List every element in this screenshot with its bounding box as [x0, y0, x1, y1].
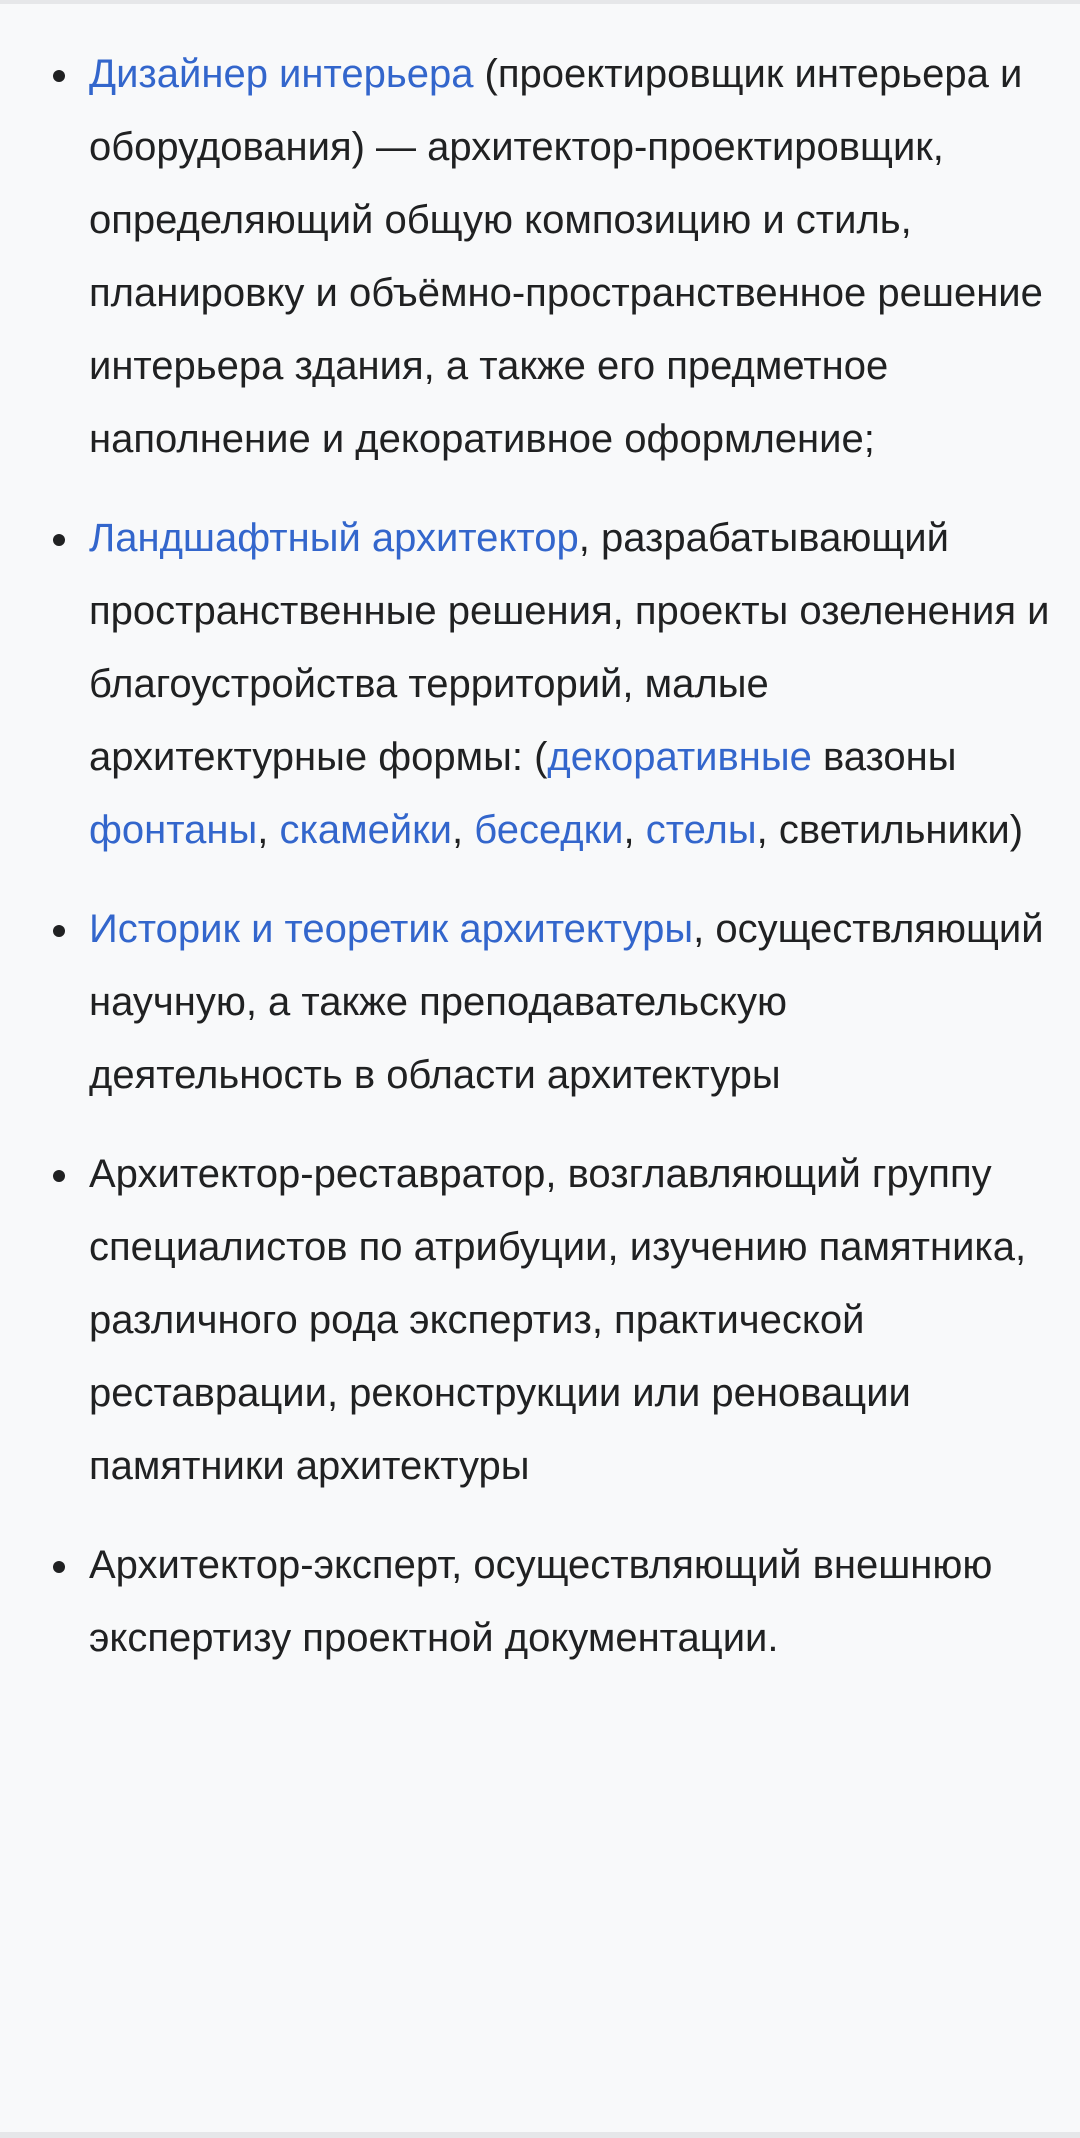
link-decorative[interactable]: декоративные — [547, 735, 812, 779]
item-text: (проектировщик интерьера и оборудования) — архитектор-проектировщик, определяющий общую композицию и стиль, планировку и объёмно-пространственное решение интерьера здания, а также его предметное наполнение и декоративное оформление; — [89, 52, 1043, 461]
list-item-historian-theorist — [0, 893, 1080, 1112]
bullet-icon — [53, 70, 65, 82]
item-text: вазоны — [811, 735, 957, 779]
article-content — [0, 38, 1080, 1701]
separator: , — [623, 808, 646, 852]
architect-types-list — [0, 38, 1080, 1675]
item-text: , разрабатывающий пространственные решения, проекты озеленения и благоустройства территорий, малые архитектурные формы: ( — [89, 516, 1050, 779]
link-interior-designer[interactable]: Дизайнер интерьера — [89, 52, 474, 96]
bullet-icon — [53, 1170, 65, 1182]
link-landscape-architect[interactable]: Ландшафтный архитектор — [89, 516, 579, 560]
separator: , — [257, 808, 280, 852]
separator: , — [452, 808, 475, 852]
item-text: Архитектор-реставратор, возглавляющий группу специалистов по атрибуции, изучению памятника, различного рода экспертиз, практической реставрации, реконструкции или реновации памятники архитектуры — [89, 1152, 1027, 1488]
bottom-divider — [0, 2132, 1080, 2138]
item-text: Архитектор-эксперт, осуществляющий внешнюю экспертизу проектной документации. — [89, 1543, 993, 1660]
link-benches[interactable]: скамейки — [279, 808, 452, 852]
link-fountains[interactable]: фонтаны — [89, 808, 258, 852]
bullet-icon — [53, 925, 65, 937]
list-item-restorer — [0, 1138, 1080, 1503]
list-item-interior-designer — [0, 38, 1080, 476]
item-text: , осуществляющий научную, а также преподавательскую деятельность в области архитектуры — [89, 907, 1044, 1097]
item-text: , светильники) — [756, 808, 1024, 852]
top-divider — [0, 0, 1080, 4]
bullet-icon — [53, 534, 65, 546]
link-historian-theorist[interactable]: Историк и теоретик архитектуры — [89, 907, 694, 951]
bullet-icon — [53, 1561, 65, 1573]
list-item-landscape-architect — [0, 502, 1080, 867]
link-gazebos[interactable]: беседки — [474, 808, 624, 852]
link-steles[interactable]: стелы — [645, 808, 757, 852]
list-item-expert — [0, 1529, 1080, 1675]
